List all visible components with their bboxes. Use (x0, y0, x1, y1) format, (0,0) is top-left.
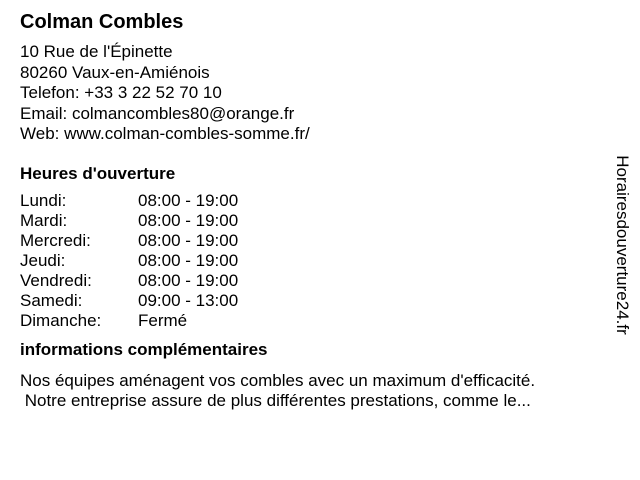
email-line: Email: colmancombles80@orange.fr (20, 103, 295, 123)
info-heading: informations complémentaires (20, 339, 268, 359)
time-value: 08:00 - 19:00 (138, 230, 239, 250)
time-value: 08:00 - 19:00 (138, 270, 239, 290)
day-label: Lundi: (20, 190, 67, 210)
hours-row-saturday (20, 291, 610, 311)
hours-row-wednesday (20, 231, 610, 251)
web-line: Web: www.colman-combles-somme.fr/ (20, 124, 310, 143)
hours-heading: Heures d'ouverture (20, 163, 176, 183)
opening-hours-table (20, 191, 610, 331)
hours-row-tuesday (20, 211, 610, 231)
city-address: 80260 Vaux-en-Amiénois (20, 62, 210, 82)
hours-row-sunday (20, 311, 610, 331)
description-line-2: Notre entreprise assure de plus différentes prestations, comme le... (20, 391, 531, 410)
day-label: Vendredi: (20, 270, 92, 290)
time-value: Fermé (138, 310, 188, 330)
time-value: 08:00 - 19:00 (138, 250, 239, 270)
day-label: Mardi: (20, 210, 68, 230)
business-info (20, 10, 610, 412)
hours-row-friday (20, 271, 610, 291)
street-address: 10 Rue de l'Épinette (20, 42, 173, 61)
time-value: 09:00 - 13:00 (138, 290, 239, 310)
phone-line: Telefon: +33 3 22 52 70 10 (20, 83, 222, 102)
business-name: Colman Combles (20, 11, 184, 33)
site-watermark: Horairesdouverture24.fr (613, 155, 632, 335)
hours-row-monday (20, 191, 610, 211)
day-label: Dimanche: (20, 310, 102, 330)
day-label: Mercredi: (20, 230, 91, 250)
time-value: 08:00 - 19:00 (138, 210, 239, 230)
day-label: Samedi: (20, 290, 83, 310)
hours-row-thursday (20, 251, 610, 271)
description-line-1: Nos équipes aménagent vos combles avec un maximum d'efficacité. (20, 370, 536, 390)
day-label: Jeudi: (20, 250, 66, 270)
time-value: 08:00 - 19:00 (138, 190, 239, 210)
